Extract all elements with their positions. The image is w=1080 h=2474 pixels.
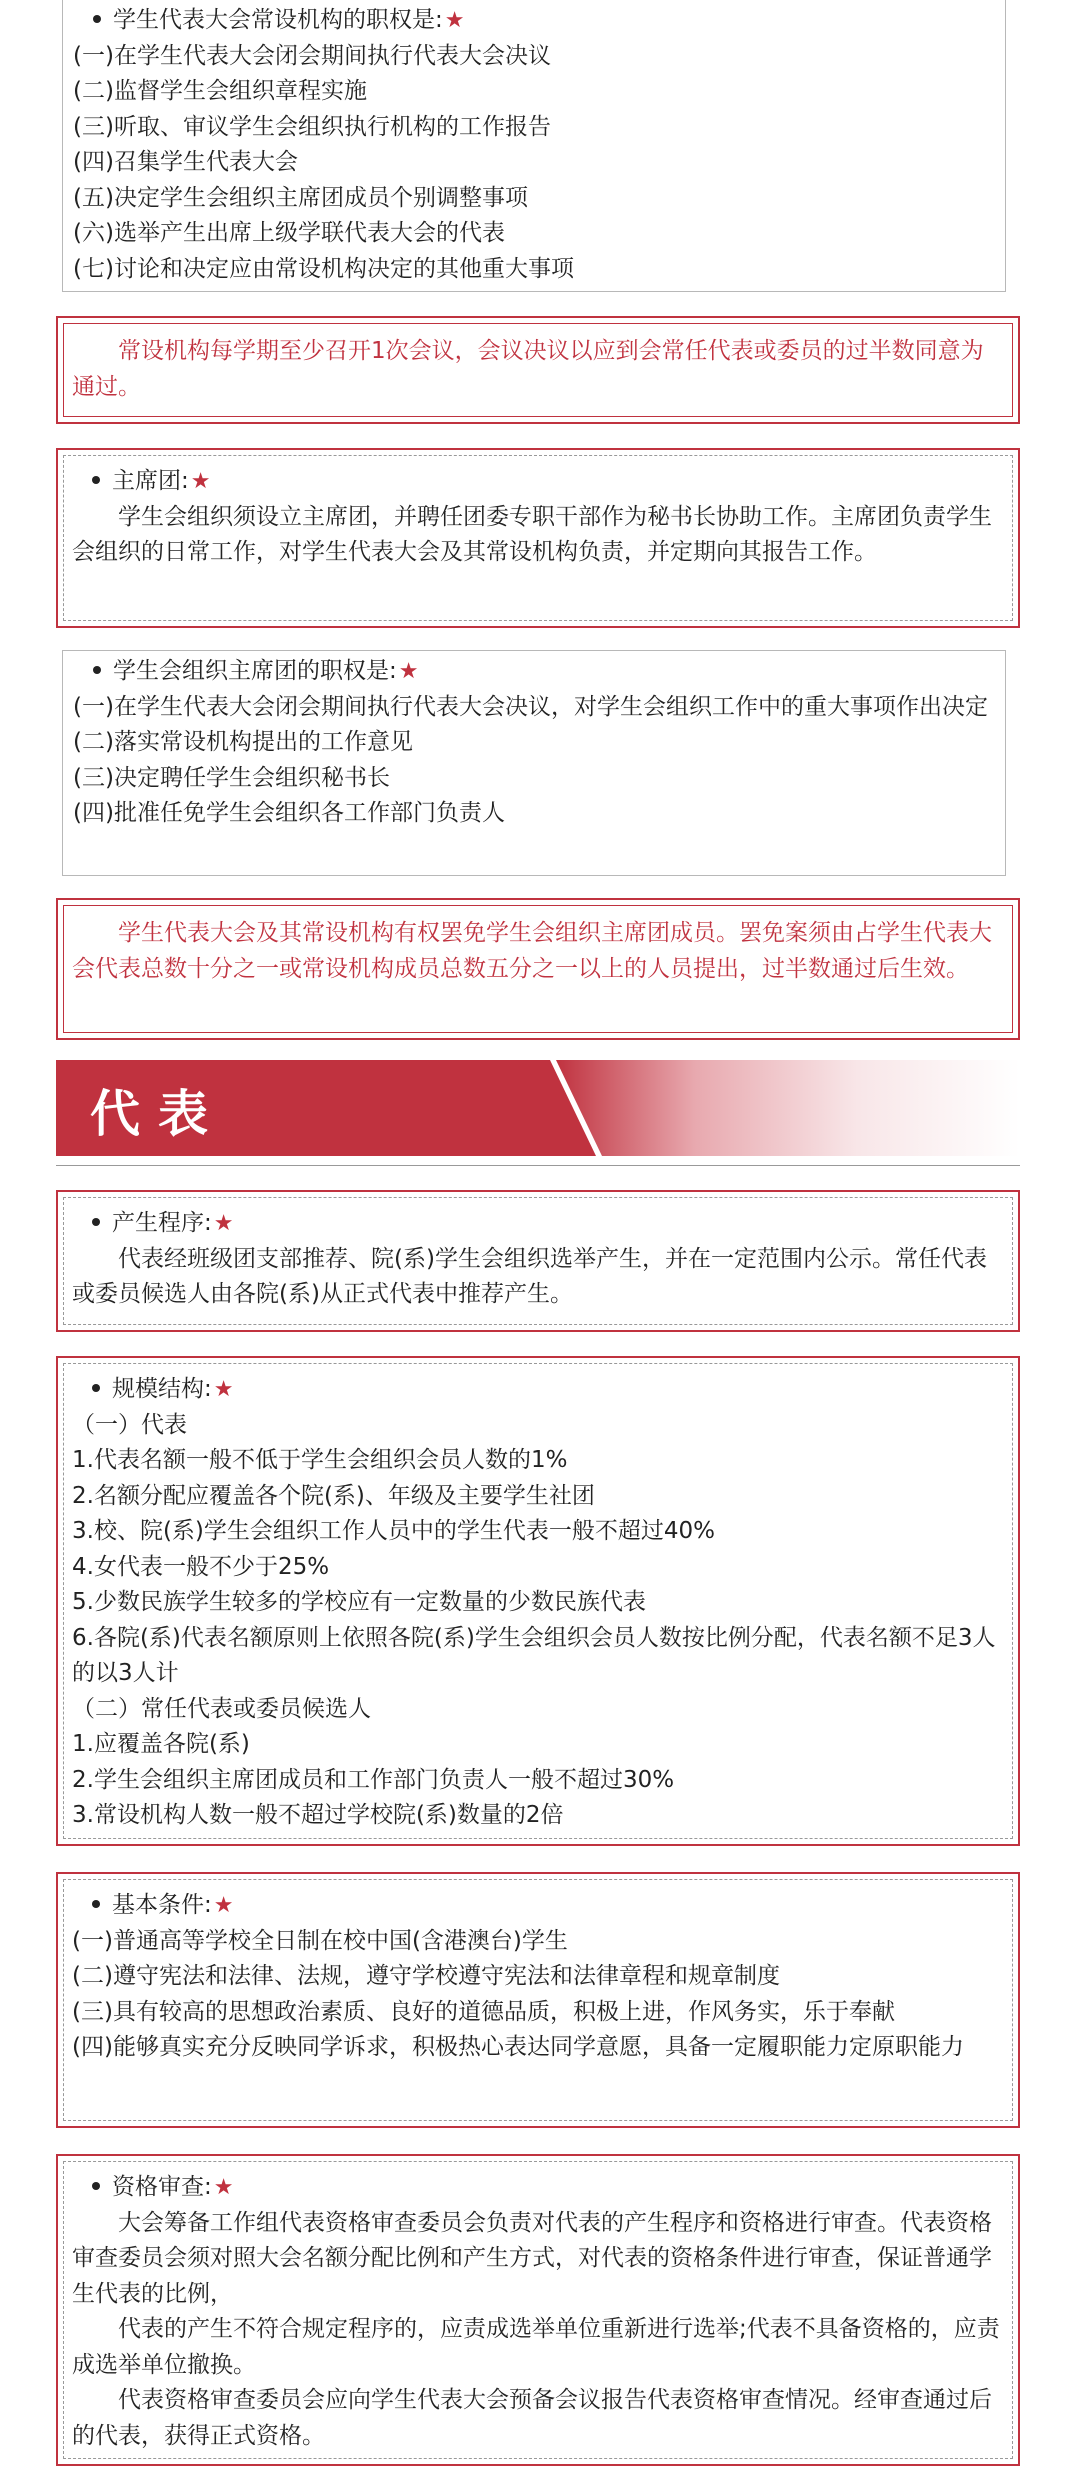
section-heading: 主席团:★	[72, 464, 1004, 500]
star-icon: ★	[213, 1211, 234, 1236]
list-item: (四)能够真实充分反映同学诉求，积极热心表达同学意愿，具备一定履职能力定原职能力	[72, 2034, 964, 2060]
bullet-icon	[92, 2182, 100, 2190]
paragraph: 学生会组织须设立主席团，并聘任团委专职干部作为秘书长协助工作。主席团负责学生会组织的日常工作，对学生代表大会及其常设机构负责，并定期向其报告工作。	[72, 503, 992, 565]
standing-body-powers-box	[62, 0, 1006, 292]
list-item: (二)落实常设机构提出的工作意见	[73, 729, 413, 755]
bullet-icon	[93, 15, 101, 23]
bullet-icon	[92, 1900, 100, 1908]
list-item: (一)在学生代表大会闭会期间执行代表大会决议	[73, 42, 551, 69]
list-item: 4.女代表一般不少于25%	[72, 1553, 330, 1580]
section-heading: 产生程序:★	[72, 1206, 1004, 1242]
star-icon: ★	[213, 1893, 234, 1918]
banner-gradient	[556, 1060, 1020, 1156]
section-heading: 学生会组织主席团的职权是:★	[73, 654, 995, 690]
section-heading: 学生代表大会常设机构的职权是:★	[73, 3, 995, 39]
list-item: (三)决定聘任学生会组织秘书长	[73, 764, 390, 791]
star-icon: ★	[190, 469, 211, 494]
star-icon: ★	[444, 8, 465, 33]
list-item: (四)召集学生代表大会	[73, 149, 298, 175]
list-item: (四)批准任免学生会组织各工作部门负责人	[73, 800, 505, 826]
review-box	[56, 2154, 1020, 2466]
presidium-powers-box	[62, 650, 1006, 876]
bullet-icon	[93, 666, 101, 674]
list-item: (一)普通高等学校全日制在校中国(含港澳台)学生	[72, 1927, 568, 1954]
list-item: 2.学生会组织主席团成员和工作部门负责人一般不超过30%	[72, 1766, 675, 1793]
star-icon: ★	[213, 1377, 234, 1402]
sub-heading: （二）常任代表或委员候选人	[72, 1695, 371, 1722]
bullet-icon	[92, 1384, 100, 1392]
section-heading: 规模结构:★	[72, 1372, 1004, 1408]
list-item: (七)讨论和决定应由常设机构决定的其他重大事项	[73, 255, 574, 282]
section-heading: 基本条件:★	[72, 1888, 1004, 1924]
presidium-box	[56, 448, 1020, 628]
scale-box	[56, 1356, 1020, 1846]
bullet-icon	[92, 476, 100, 484]
list-item: (三)听取、审议学生会组织执行机构的工作报告	[73, 113, 551, 140]
list-item: (二)遵守宪法和法律、法规，遵守学校遵守宪法和法律章程和规章制度	[72, 1963, 780, 1989]
list-item: (一)在学生代表大会闭会期间执行代表大会决议，对学生会组织工作中的重大事项作出决定	[73, 693, 988, 720]
procedure-box	[56, 1190, 1020, 1332]
sub-heading: （一）代表	[72, 1411, 187, 1438]
notice-text: 常设机构每学期至少召开1次会议，会议决议以应到会常任代表或委员的过半数同意为通过。	[63, 323, 1013, 417]
list-item: (三)具有较高的思想政治素质、良好的道德品质，积极上进，作风务实，乐于奉献	[72, 1998, 895, 2025]
list-item: 1.应覆盖各院(系)	[72, 1731, 250, 1757]
divider	[56, 1165, 1020, 1166]
list-item: (六)选举产生出席上级学联代表大会的代表	[73, 220, 505, 246]
banner-title: 代表	[90, 1085, 226, 1143]
list-item: 3.校、院(系)学生会组织工作人员中的学生代表一般不超过40%	[72, 1518, 716, 1544]
star-icon: ★	[213, 2175, 234, 2200]
notice-text: 学生代表大会及其常设机构有权罢免学生会组织主席团成员。罢免案须由占学生代表大会代表总数十分之一或常设机构成员总数五分之一以上的人员提出，过半数通过后生效。	[63, 905, 1013, 1033]
notice-box	[56, 898, 1020, 1040]
conditions-box	[56, 1872, 1020, 2128]
list-item: 1.代表名额一般不低于学生会组织会员人数的1%	[72, 1447, 568, 1473]
paragraph: 大会筹备工作组代表资格审查委员会负责对代表的产生程序和资格进行审查。代表资格审查委员会须对照大会名额分配比例和产生方式，对代表的资格条件进行审查，保证普通学生代表的比例，	[72, 2209, 992, 2307]
list-item: 5.少数民族学生较多的学校应有一定数量的少数民族代表	[72, 1589, 646, 1615]
star-icon: ★	[398, 659, 419, 684]
list-item: (二)监督学生会组织章程实施	[73, 78, 367, 104]
section-banner	[56, 1060, 1020, 1156]
paragraph: 代表经班级团支部推荐、院(系)学生会组织选举产生，并在一定范围内公示。常任代表或委员候选人由各院(系)从正式代表中推荐产生。	[72, 1245, 987, 1307]
bullet-icon	[92, 1218, 100, 1226]
section-heading: 资格审查:★	[72, 2170, 1004, 2206]
list-item: 6.各院(系)代表名额原则上依照各院(系)学生会组织会员人数按比例分配，代表名额不足3人的以3人计	[72, 1624, 996, 1686]
notice-box	[56, 316, 1020, 424]
list-item: (五)决定学生会组织主席团成员个别调整事项	[73, 184, 528, 211]
list-item: 3.常设机构人数一般不超过学校院(系)数量的2倍	[72, 1802, 564, 1828]
paragraph: 代表资格审查委员会应向学生代表大会预备会议报告代表资格审查情况。经审查通过后的代表，获得正式资格。	[72, 2387, 992, 2449]
paragraph: 代表的产生不符合规定程序的，应责成选举单位重新进行选举;代表不具备资格的，应责成选举单位撤换。	[72, 2316, 1000, 2378]
list-item: 2.名额分配应覆盖各个院(系)、年级及主要学生社团	[72, 1482, 595, 1509]
